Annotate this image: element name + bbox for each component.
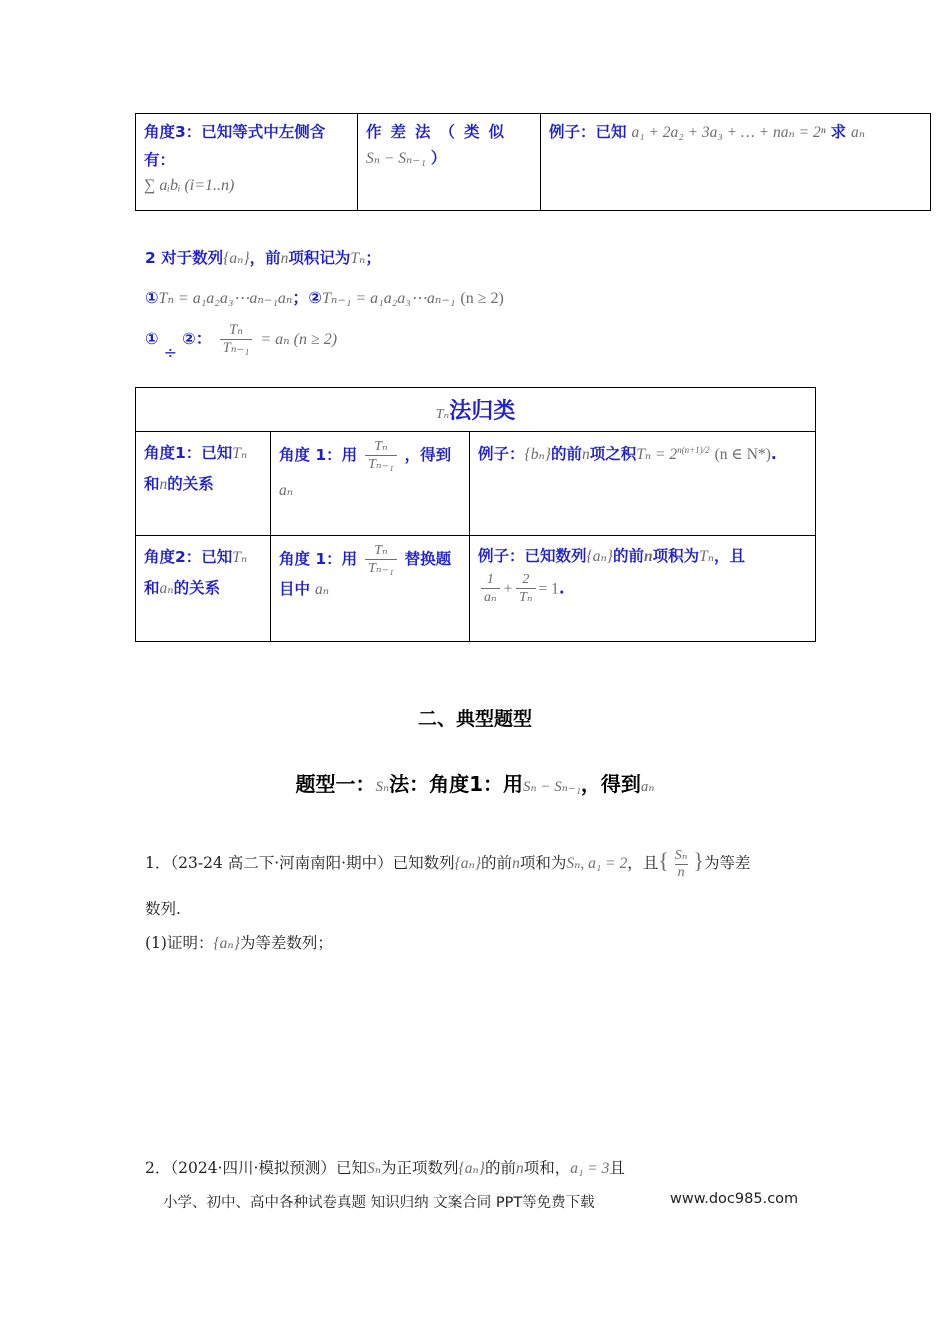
example-expression: a₁ + 2a₂ + 3a₃ + … + naₙ = 2ⁿ (631, 124, 826, 141)
product-def-line: 2 对于数列{aₙ}，前n项积记为Tₙ； (145, 249, 381, 267)
tn-formula: Tₙ = a₁a₂a₃⋯aₙ₋₁aₙ (158, 290, 293, 307)
tn-table-title: Tₙ法归类 (136, 388, 816, 432)
angle2-cell: 角度2：已知Tₙ 和aₙ的关系 (136, 536, 271, 642)
product-division-line: ① ÷ ②： $\frac{\text{Tₙ}}{\text{Tₙ₋₁}}$ = aₙ (n ≥ 2) (145, 322, 338, 362)
diff-method-cell: 作差法（类似 Sₙ − Sₙ₋₁ ） (358, 114, 541, 211)
footer-text: 小学、初中、高中各种试卷真题 知识归纳 文案合同 PPT等免费下载 (163, 1195, 595, 1211)
tn1-formula: Tₙ₋₁ = a₁a₂a₃⋯aₙ₋₁ (321, 290, 456, 307)
angle1-method-cell: 角度 1：用 $\frac{\text{Tₙ}}{\text{Tₙ₋₁}}$ ，得到 aₙ (271, 432, 470, 536)
method-table-top (135, 113, 931, 211)
problem-2: 2．（2024·四川·模拟预测）已知Sₙ为正项数列{aₙ}的前n项和，a₁ = 3且 (145, 1159, 625, 1177)
section-heading: 二、典型题型 (417, 708, 532, 730)
angle3-cell (136, 114, 358, 211)
angle1-cell: 角度1：已知Tₙ 和n的关系 (136, 432, 271, 536)
footer-link[interactable]: www.doc985.com (670, 1191, 799, 1207)
angle3-label: 角度3：已知等式中左侧含有： (144, 123, 326, 169)
problem-1: 1．（23-24 高二下·河南南阳·期中）已知数列{aₙ}的前n项和为Sₙ, a₁ = 2，且{ $\frac{\text{Sₙ}}{n}$ }为等差 (145, 848, 751, 880)
tn-method-table (135, 387, 816, 642)
product-formulas-line: ①Tₙ = a₁a₂a₃⋯aₙ₋₁aₙ；②Tₙ₋₁ = a₁a₂a₃⋯aₙ₋₁ (n ≥ 2) (145, 288, 504, 307)
tn-ratio: $\frac{\text{Tₙ}}{\text{Tₙ₋₁}}$ (220, 322, 252, 357)
problem-1-part1: (1)证明：{aₙ}为等差数列； (145, 934, 333, 952)
angle2-example-cell: 例子：已知数列{aₙ}的前n项积为Tₙ，且 $\frac{1}{\text{aₙ}}$ + $\frac{2}{\text{Tₙ}}$ = 1. (470, 536, 816, 642)
problem-type-heading: 题型一：Sₙ法：角度1：用Sₙ − Sₙ₋₁，得到aₙ (295, 772, 655, 796)
sum-expression: ∑ aᵢbᵢ (i=1..n) (144, 177, 235, 194)
example-label: 例子：已知 (549, 123, 627, 141)
problem-1-cont: 数列. (145, 900, 181, 918)
angle1-example-cell: 例子：{bₙ}的前n项之积$T_n = 2^{n(n+1)/2}$ (n ∈ N*). (470, 432, 816, 536)
diff-expression: Sₙ − Sₙ₋₁ (366, 150, 426, 167)
diff-method-label: 作差法（类似 (366, 123, 514, 141)
example-cell: 例子：已知 a₁ + 2a₂ + 3a₃ + … + naₙ = 2ⁿ 求 aₙ (541, 114, 931, 211)
angle2-method-cell: 角度 1：用 $\frac{\text{Tₙ}}{\text{Tₙ₋₁}}$ 替换题目中 aₙ (271, 536, 470, 642)
